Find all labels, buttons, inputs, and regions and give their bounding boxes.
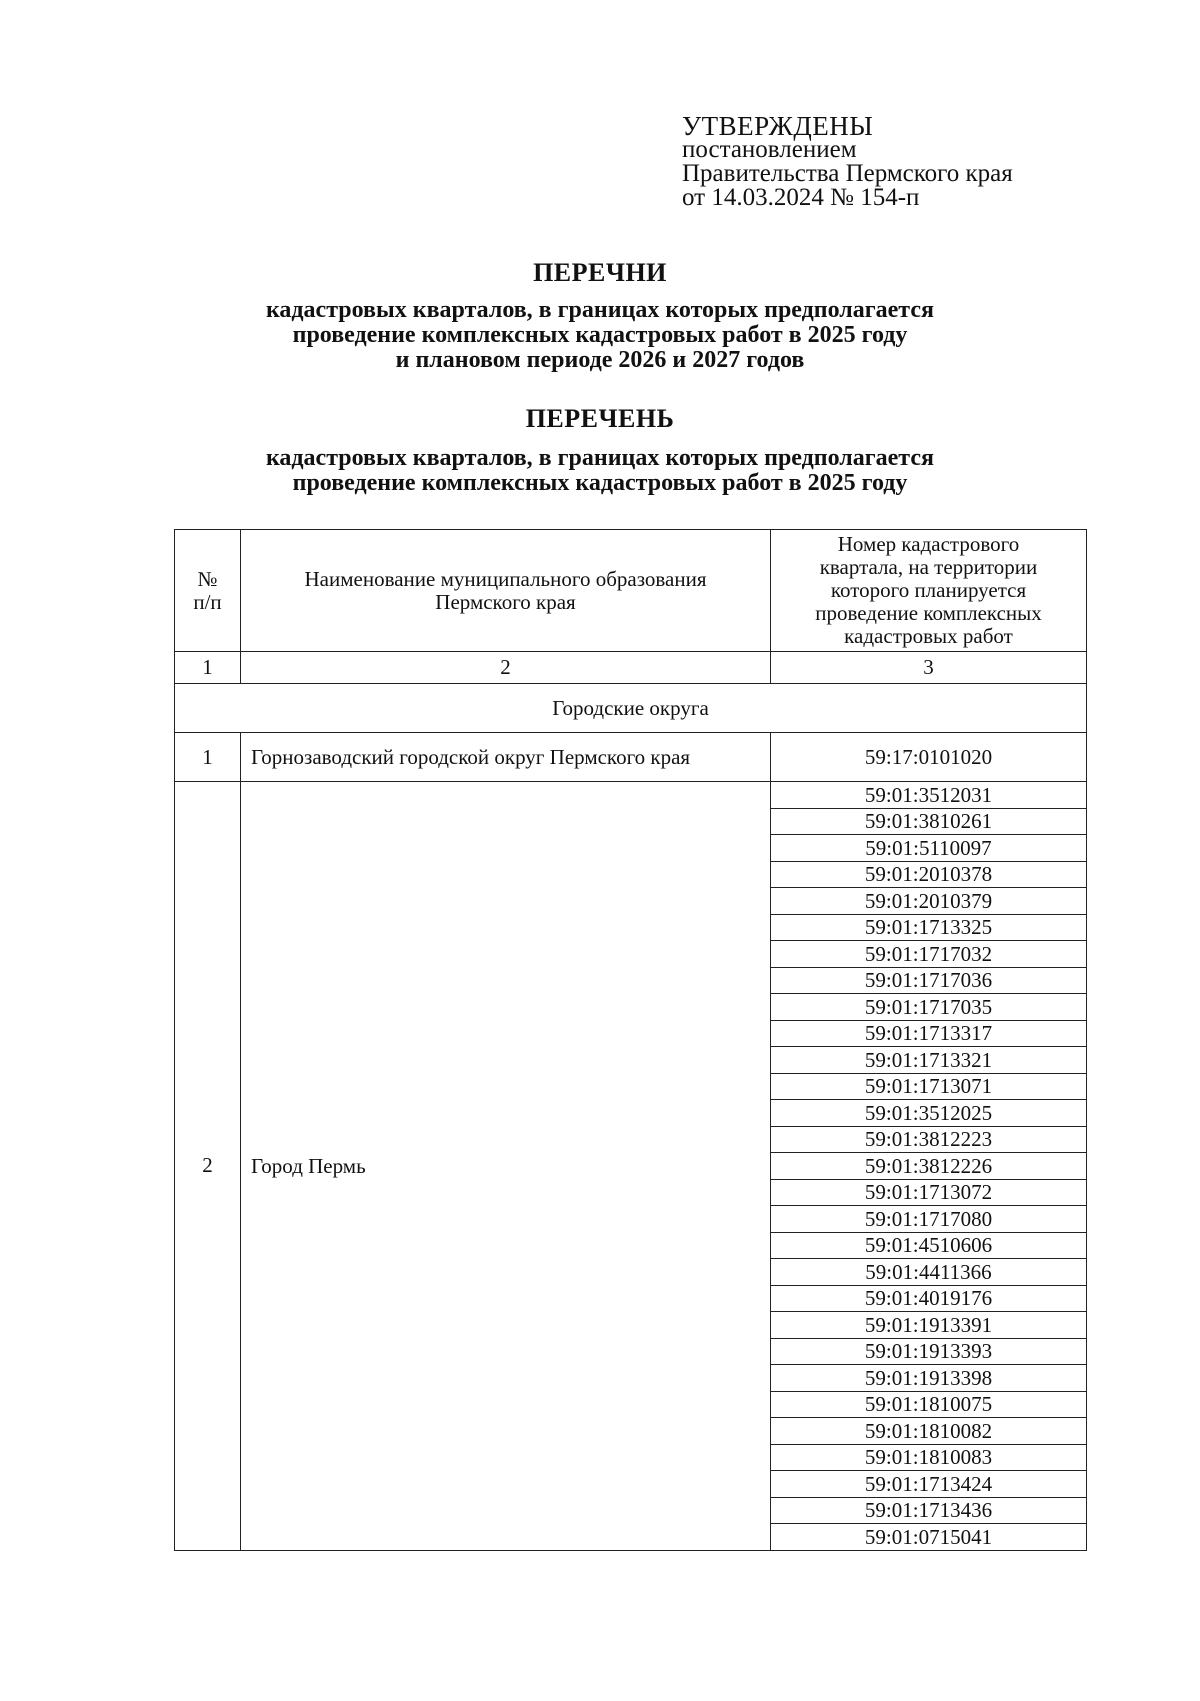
cadastral-code: 59:01:1717080 xyxy=(771,1206,1087,1233)
cadastral-code: 59:01:3512031 xyxy=(771,782,1087,809)
document-subtitle xyxy=(0,298,1200,373)
cadastral-code: 59:01:0715041 xyxy=(771,1524,1087,1551)
cadastral-code: 59:01:4019176 xyxy=(771,1285,1087,1312)
cadastral-code: 59:01:4411366 xyxy=(771,1259,1087,1286)
subtitle-line: проведение комплексных кадастровых работ в 2025 году xyxy=(292,322,908,348)
approval-line: Правительства Пермского края xyxy=(682,160,1013,187)
approval-line: постановлением xyxy=(682,136,857,163)
subtitle-line: проведение комплексных кадастровых работ в 2025 году xyxy=(292,470,908,496)
cadastral-code: 59:01:1713424 xyxy=(771,1471,1087,1498)
table-header-row xyxy=(175,530,1087,652)
cadastral-code: 59:01:3812226 xyxy=(771,1153,1087,1180)
header-municipality: Наименование муниципального образования Пермского края xyxy=(241,530,771,652)
cadastral-code: 59:01:1717035 xyxy=(771,994,1087,1021)
cadastral-code: 59:01:1717036 xyxy=(771,967,1087,994)
cadastral-code: 59:01:4510606 xyxy=(771,1232,1087,1259)
row-number: 1 xyxy=(175,733,241,782)
cadastral-table xyxy=(174,529,1087,1551)
document-title: ПЕРЕЧНИ xyxy=(533,258,667,287)
cadastral-code: 59:01:2010379 xyxy=(771,888,1087,915)
subtitle-line: кадастровых кварталов, в границах которых предполагается xyxy=(265,297,935,323)
cadastral-code: 59:01:1913393 xyxy=(771,1338,1087,1365)
cadastral-code: 59:17:0101020 xyxy=(771,733,1087,782)
row-number: 2 xyxy=(175,782,241,1551)
header-number: № п/п xyxy=(175,530,241,652)
section-title: Городские округа xyxy=(175,684,1087,733)
approval-title: УТВЕРЖДЕНЫ xyxy=(682,111,874,141)
cadastral-code: 59:01:1713317 xyxy=(771,1020,1087,1047)
subtitle-line: и плановом периоде 2026 и 2027 годов xyxy=(395,347,805,373)
list-title: ПЕРЕЧЕНЬ xyxy=(525,404,675,433)
cadastral-code: 59:01:1713436 xyxy=(771,1497,1087,1524)
approval-date: от 14.03.2024 № 154-п xyxy=(682,184,920,211)
header-cadastral-number: Номер кадастрового квартала, на территории которого планируется проведение комплексных кадастровых работ xyxy=(771,530,1087,652)
cadastral-code: 59:01:1810083 xyxy=(771,1444,1087,1471)
cadastral-code: 59:01:1810075 xyxy=(771,1391,1087,1418)
cadastral-code: 59:01:3512025 xyxy=(771,1100,1087,1127)
list-subtitle xyxy=(0,446,1200,496)
cadastral-code: 59:01:1810082 xyxy=(771,1418,1087,1445)
cadastral-code: 59:01:1713072 xyxy=(771,1179,1087,1206)
cadastral-code: 59:01:3812223 xyxy=(771,1126,1087,1153)
column-number: 3 xyxy=(771,652,1087,684)
column-number: 1 xyxy=(175,652,241,684)
cadastral-code: 59:01:1713071 xyxy=(771,1073,1087,1100)
column-numbers-row xyxy=(175,652,1087,684)
cadastral-code: 59:01:1713321 xyxy=(771,1047,1087,1074)
cadastral-code: 59:01:2010378 xyxy=(771,861,1087,888)
approval-stamp xyxy=(682,111,1013,211)
cadastral-code: 59:01:3810261 xyxy=(771,808,1087,835)
municipality-name: Город Пермь xyxy=(241,782,771,1551)
cadastral-code: 59:01:1913398 xyxy=(771,1365,1087,1392)
column-number: 2 xyxy=(241,652,771,684)
cadastral-code: 59:01:1913391 xyxy=(771,1312,1087,1339)
table-row xyxy=(175,782,1087,809)
perm-rows xyxy=(175,782,1087,1551)
subtitle-line: кадастровых кварталов, в границах которых предполагается xyxy=(265,445,935,471)
cadastral-code: 59:01:1713325 xyxy=(771,914,1087,941)
municipality-name: Горнозаводский городской округ Пермского края xyxy=(241,733,771,782)
cadastral-code: 59:01:5110097 xyxy=(771,835,1087,862)
section-row xyxy=(175,684,1087,733)
cadastral-code: 59:01:1717032 xyxy=(771,941,1087,968)
table-row xyxy=(175,733,1087,782)
